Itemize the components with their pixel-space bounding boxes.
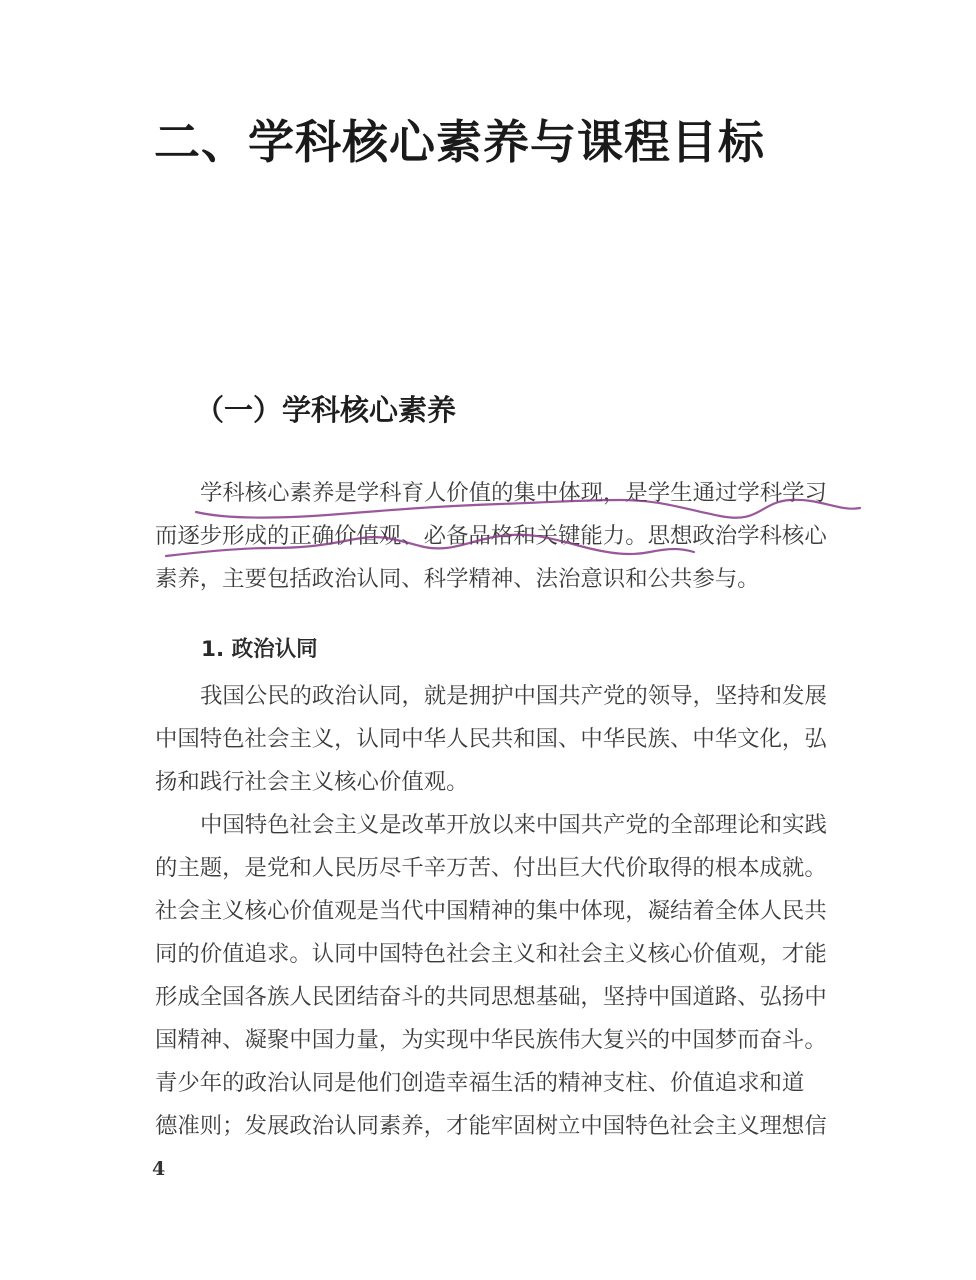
paragraph-line: 而逐步形成的正确价值观、必备品格和关键能力。思想政治学科核心 (155, 523, 827, 549)
paragraph-political-identity-1 (155, 675, 875, 804)
intro-paragraph (155, 472, 875, 601)
page-number: 4 (152, 1158, 166, 1180)
paragraph-line: 形成全国各族人民团结奋斗的共同思想基础，坚持中国道路、弘扬中 (155, 984, 827, 1010)
chapter-title: 二、学科核心素养与课程目标 (154, 115, 765, 169)
paragraph-line: 青少年的政治认同是他们创造幸福生活的精神支柱、价值追求和道 (155, 1070, 805, 1096)
paragraph-line: 中国特色社会主义是改革开放以来中国共产党的全部理论和实践 (200, 812, 827, 838)
paragraph-line: 社会主义核心价值观是当代中国精神的集中体现，凝结着全体人民共 (155, 898, 827, 924)
paragraph-line: 的主题，是党和人民历尽千辛万苦、付出巨大代价取得的根本成就。 (155, 855, 827, 881)
paragraph-line: 国精神、凝聚中国力量，为实现中华民族伟大复兴的中国梦而奋斗。 (155, 1027, 827, 1053)
paragraph-line: 扬和践行社会主义核心价值观。 (155, 769, 469, 795)
paragraph-line: 德准则；发展政治认同素养，才能牢固树立中国特色社会主义理想信 (155, 1113, 827, 1139)
paragraph-line: 中国特色社会主义，认同中华人民共和国、中华民族、中华文化，弘 (155, 726, 827, 752)
paragraph-line: 学科核心素养是学科育人价值的集中体现，是学生通过学科学习 (200, 480, 827, 506)
paragraph-line: 同的价值追求。认同中国特色社会主义和社会主义核心价值观，才能 (155, 941, 827, 967)
paragraph-political-identity-2 (155, 804, 875, 1148)
paragraph-line: 我国公民的政治认同，就是拥护中国共产党的领导，坚持和发展 (200, 683, 827, 709)
paragraph-line: 素养，主要包括政治认同、科学精神、法治意识和公共参与。 (155, 566, 760, 592)
subsection-title: 1. 政治认同 (201, 637, 318, 662)
section-title: （一）学科核心素养 (195, 393, 457, 427)
